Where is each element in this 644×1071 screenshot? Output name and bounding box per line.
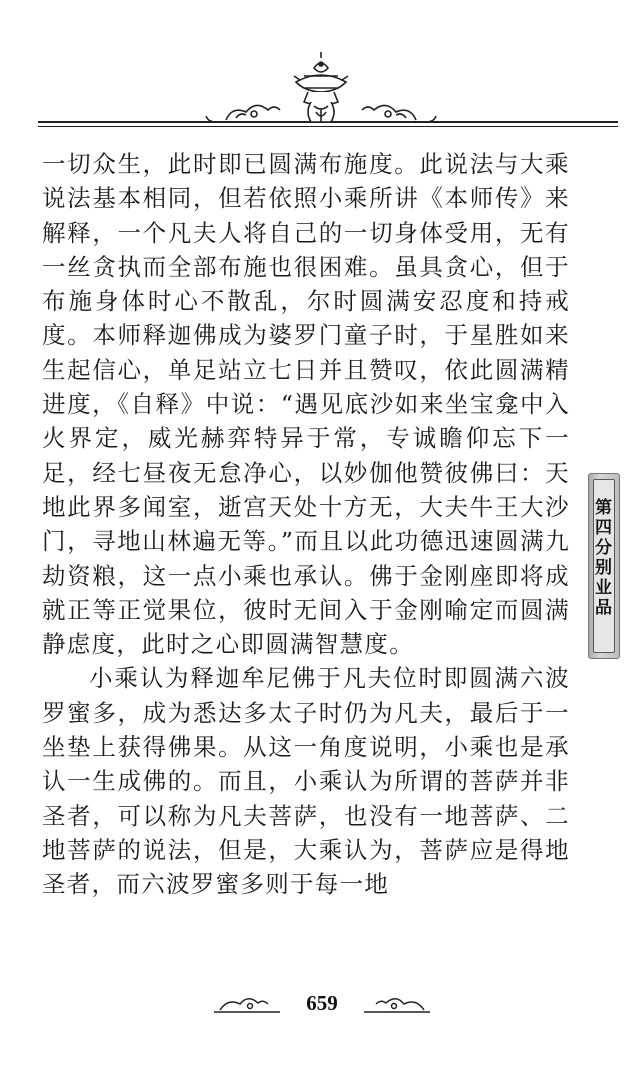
page-number: 659 — [306, 991, 338, 1015]
paragraph: 小乘认为释迦牟尼佛于凡夫位时即圆满六波罗蜜多，成为悉达多太子时仍为凡夫，最后于一坐垫上获得佛果。从这一角度说明，小乘也是承认一生成佛的。而且，小乘认为所谓的菩萨并非圣者，可以称为凡夫菩萨，也没有一地菩萨、二地菩萨的说法，但是，大乘认为，菩萨应是得地圣者，而六波罗蜜多则于每一地 — [42, 664, 570, 899]
paragraph-continued: 一切众生，此时即已圆满布施度。此说法与大乘说法基本相同，但若依照小乘所讲《本师传》来解释，一个凡夫人将自己的一切身体受用，无有一丝贪执而全部布施也很困难。虽具贪心，但于布施身体时心不散乱，尔时圆满安忍度和持戒度。本师释迦佛成为婆罗门童子时，于星胜如来生起信心，单足站立七日并且赞叹，依此圆满精进度，《自释》中说：“遇见底沙如来坐宝龛中入火界定，威光赫弈特异于常，专诚瞻仰忘下一足，经七昼夜无怠净心，以妙伽他赞彼佛曰：天地此界多闻室，逝宫天处十方无，大夫牛王大沙门，寻地山林遍无等。”而且以此功德迅速圆满九劫资粮，这一点小乘也承认。佛于金刚座即将成就正等正觉果位，彼时无间入于金刚喻定而圆满静虑度，此时之心即圆满智慧度。 — [42, 150, 570, 659]
body-text — [42, 147, 570, 902]
chapter-side-tab — [588, 473, 620, 659]
side-tab-label: 第四分别业品 — [591, 498, 611, 618]
header-ornament-icon — [196, 50, 446, 132]
side-tab-frame — [593, 479, 615, 653]
